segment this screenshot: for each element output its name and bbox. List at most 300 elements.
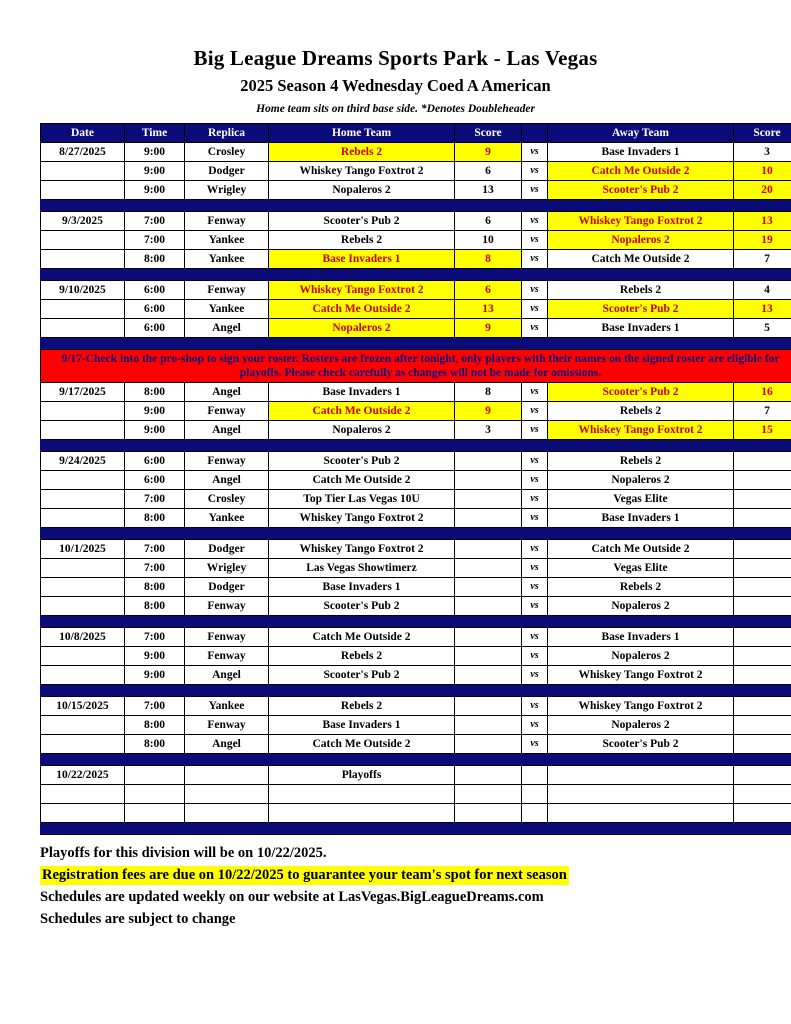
cell-home: Scooter's Pub 2 (269, 452, 455, 471)
cell-score: 13 (455, 181, 522, 200)
cell-home: Base Invaders 1 (269, 578, 455, 597)
cell-home: Base Invaders 1 (269, 716, 455, 735)
cell-date (41, 597, 125, 616)
cell-home: Rebels 2 (269, 697, 455, 716)
table-row (41, 452, 791, 471)
cell-date (41, 162, 125, 181)
cell-score: 8 (455, 250, 522, 269)
table-row (41, 250, 791, 269)
cell-score2 (734, 471, 791, 490)
cell-score2: 13 (734, 212, 791, 231)
cell-time: 6:00 (125, 452, 185, 471)
cell-vs: vs (522, 143, 548, 162)
cell-vs: vs (522, 300, 548, 319)
cell-score (455, 559, 522, 578)
cell-date (41, 647, 125, 666)
cell-date: 9/24/2025 (41, 452, 125, 471)
cell-date (41, 421, 125, 440)
cell-date: 10/22/2025 (41, 766, 125, 785)
empty-cell (548, 804, 734, 823)
empty-cell (522, 785, 548, 804)
cell-time: 9:00 (125, 421, 185, 440)
cell-time: 9:00 (125, 402, 185, 421)
cell-replica: Fenway (185, 597, 269, 616)
column-header-home-team: Home Team (269, 124, 455, 143)
section-divider (41, 616, 791, 628)
cell-score2: 20 (734, 181, 791, 200)
cell-time: 7:00 (125, 212, 185, 231)
cell-replica: Fenway (185, 647, 269, 666)
section-divider-cell (41, 200, 791, 212)
cell-replica: Dodger (185, 162, 269, 181)
table-row (41, 212, 791, 231)
cell-time: 8:00 (125, 597, 185, 616)
cell-score2 (734, 647, 791, 666)
cell-replica: Angel (185, 471, 269, 490)
cell-vs: vs (522, 281, 548, 300)
cell-score (455, 735, 522, 754)
footer-registration-line: Registration fees are due on 10/22/2025 to guarantee your team's spot for next season (42, 867, 567, 883)
cell-time: 8:00 (125, 716, 185, 735)
cell-replica: Angel (185, 319, 269, 338)
cell-date (41, 716, 125, 735)
cell-away: Base Invaders 1 (548, 628, 734, 647)
table-row (41, 181, 791, 200)
cell-score2 (734, 666, 791, 685)
table-body (41, 143, 791, 835)
empty-cell (734, 785, 791, 804)
cell-replica: Yankee (185, 231, 269, 250)
cell-score (455, 597, 522, 616)
cell-time: 8:00 (125, 383, 185, 402)
cell-time: 6:00 (125, 300, 185, 319)
table-row (41, 766, 791, 785)
cell-away: Whiskey Tango Foxtrot 2 (548, 421, 734, 440)
cell-time: 7:00 (125, 697, 185, 716)
table-row (41, 490, 791, 509)
cell-date: 9/3/2025 (41, 212, 125, 231)
section-divider-cell (41, 685, 791, 697)
cell-away: Base Invaders 1 (548, 143, 734, 162)
cell-time: 8:00 (125, 250, 185, 269)
cell-replica: Angel (185, 666, 269, 685)
table-row (41, 804, 791, 823)
cell-vs: vs (522, 666, 548, 685)
cell-replica: Fenway (185, 628, 269, 647)
cell-score: 9 (455, 143, 522, 162)
cell-time: 9:00 (125, 143, 185, 162)
cell-away: Catch Me Outside 2 (548, 250, 734, 269)
cell-home: Las Vegas Showtimerz (269, 559, 455, 578)
cell-score (455, 697, 522, 716)
cell-time: 6:00 (125, 471, 185, 490)
roster-notice-text: 9/17-Check into the pro-shop to sign your roster. Rosters are frozen after tonight, only players with their names on the signed roster are eligible for playoffs. Please check carefully as changes will not be made for omissions. (41, 350, 791, 383)
cell-time: 9:00 (125, 647, 185, 666)
cell-vs: vs (522, 250, 548, 269)
column-header-replica: Replica (185, 124, 269, 143)
section-divider (41, 685, 791, 697)
cell-away: Scooter's Pub 2 (548, 181, 734, 200)
cell-score (455, 647, 522, 666)
footer-notes (40, 844, 751, 929)
cell-away: Whiskey Tango Foxtrot 2 (548, 697, 734, 716)
cell-score: 3 (455, 421, 522, 440)
section-divider-cell (41, 528, 791, 540)
cell-score2 (734, 578, 791, 597)
cell-vs: vs (522, 597, 548, 616)
cell-vs: vs (522, 471, 548, 490)
cell-home: Catch Me Outside 2 (269, 628, 455, 647)
cell-home: Catch Me Outside 2 (269, 402, 455, 421)
section-divider-cell (41, 338, 791, 350)
cell-vs: vs (522, 716, 548, 735)
cell-replica: Dodger (185, 540, 269, 559)
cell-home: Base Invaders 1 (269, 383, 455, 402)
section-divider (41, 823, 791, 835)
cell-date (41, 490, 125, 509)
column-header-date: Date (41, 124, 125, 143)
cell-away: Whiskey Tango Foxtrot 2 (548, 212, 734, 231)
cell-vs (522, 766, 548, 785)
cell-score2 (734, 559, 791, 578)
cell-vs: vs (522, 181, 548, 200)
section-divider-cell (41, 823, 791, 835)
cell-score: 6 (455, 162, 522, 181)
empty-cell (455, 804, 522, 823)
cell-vs: vs (522, 559, 548, 578)
table-row (41, 666, 791, 685)
cell-time: 6:00 (125, 319, 185, 338)
cell-vs: vs (522, 647, 548, 666)
page-subtitle: 2025 Season 4 Wednesday Coed A American (240, 76, 551, 95)
table-header (41, 124, 791, 143)
cell-score2: 5 (734, 319, 791, 338)
table-row (41, 540, 791, 559)
cell-score (455, 766, 522, 785)
cell-home: Playoffs (269, 766, 455, 785)
empty-cell (41, 785, 125, 804)
cell-score2: 15 (734, 421, 791, 440)
empty-cell (548, 785, 734, 804)
cell-date (41, 402, 125, 421)
cell-away: Scooter's Pub 2 (548, 300, 734, 319)
cell-score: 9 (455, 402, 522, 421)
table-row (41, 597, 791, 616)
cell-replica: Fenway (185, 212, 269, 231)
footer-website-line: Schedules are updated weekly on our website at LasVegas.BigLeagueDreams.com (40, 889, 544, 905)
cell-score2: 19 (734, 231, 791, 250)
cell-score2 (734, 509, 791, 528)
cell-vs: vs (522, 578, 548, 597)
cell-home: Whiskey Tango Foxtrot 2 (269, 281, 455, 300)
empty-cell (125, 804, 185, 823)
cell-vs: vs (522, 162, 548, 181)
cell-home: Nopaleros 2 (269, 181, 455, 200)
cell-score: 6 (455, 212, 522, 231)
cell-score2 (734, 452, 791, 471)
section-divider (41, 754, 791, 766)
cell-away: Base Invaders 1 (548, 319, 734, 338)
cell-away: Nopaleros 2 (548, 647, 734, 666)
cell-score2: 4 (734, 281, 791, 300)
empty-cell (125, 785, 185, 804)
table-row (41, 471, 791, 490)
roster-notice-row (41, 350, 791, 383)
cell-time: 8:00 (125, 509, 185, 528)
cell-vs: vs (522, 231, 548, 250)
cell-date (41, 231, 125, 250)
empty-cell (185, 785, 269, 804)
cell-replica: Yankee (185, 250, 269, 269)
empty-cell (734, 804, 791, 823)
cell-home: Nopaleros 2 (269, 319, 455, 338)
table-row (41, 319, 791, 338)
cell-score2 (734, 628, 791, 647)
cell-date: 10/15/2025 (41, 697, 125, 716)
cell-date: 8/27/2025 (41, 143, 125, 162)
cell-vs: vs (522, 628, 548, 647)
cell-vs: vs (522, 490, 548, 509)
cell-score: 6 (455, 281, 522, 300)
section-divider (41, 200, 791, 212)
cell-replica: Yankee (185, 509, 269, 528)
cell-away: Nopaleros 2 (548, 231, 734, 250)
cell-date (41, 250, 125, 269)
cell-away: Catch Me Outside 2 (548, 540, 734, 559)
table-row (41, 785, 791, 804)
cell-vs: vs (522, 697, 548, 716)
cell-replica: Fenway (185, 281, 269, 300)
cell-away: Rebels 2 (548, 578, 734, 597)
cell-score2: 13 (734, 300, 791, 319)
table-row (41, 231, 791, 250)
cell-time: 8:00 (125, 578, 185, 597)
cell-date (41, 509, 125, 528)
cell-replica: Crosley (185, 143, 269, 162)
cell-date (41, 559, 125, 578)
cell-away: Nopaleros 2 (548, 716, 734, 735)
cell-replica: Fenway (185, 452, 269, 471)
cell-score2 (734, 540, 791, 559)
cell-score2 (734, 697, 791, 716)
empty-cell (41, 804, 125, 823)
empty-cell (269, 804, 455, 823)
cell-score2 (734, 716, 791, 735)
cell-home: Catch Me Outside 2 (269, 471, 455, 490)
cell-date: 9/17/2025 (41, 383, 125, 402)
cell-replica: Wrigley (185, 559, 269, 578)
cell-score (455, 509, 522, 528)
section-divider (41, 528, 791, 540)
cell-score2: 3 (734, 143, 791, 162)
table-row (41, 162, 791, 181)
cell-home: Rebels 2 (269, 647, 455, 666)
cell-replica: Fenway (185, 402, 269, 421)
cell-score (455, 490, 522, 509)
cell-home: Rebels 2 (269, 143, 455, 162)
cell-away: Nopaleros 2 (548, 597, 734, 616)
table-row (41, 735, 791, 754)
table-row (41, 628, 791, 647)
table-row (41, 647, 791, 666)
footer-subject-to-change-line: Schedules are subject to change (40, 911, 236, 927)
cell-home: Nopaleros 2 (269, 421, 455, 440)
empty-cell (269, 785, 455, 804)
table-row (41, 143, 791, 162)
cell-replica: Angel (185, 735, 269, 754)
section-divider (41, 269, 791, 281)
cell-away: Base Invaders 1 (548, 509, 734, 528)
cell-score (455, 628, 522, 647)
cell-away: Scooter's Pub 2 (548, 735, 734, 754)
cell-home: Rebels 2 (269, 231, 455, 250)
table-row (41, 559, 791, 578)
cell-home: Catch Me Outside 2 (269, 300, 455, 319)
cell-replica: Fenway (185, 716, 269, 735)
empty-cell (455, 785, 522, 804)
cell-home: Scooter's Pub 2 (269, 597, 455, 616)
cell-vs: vs (522, 319, 548, 338)
cell-time: 7:00 (125, 628, 185, 647)
cell-score (455, 716, 522, 735)
cell-replica: Wrigley (185, 181, 269, 200)
cell-score: 9 (455, 319, 522, 338)
cell-date (41, 471, 125, 490)
cell-date (41, 578, 125, 597)
cell-score2 (734, 490, 791, 509)
column-header-time: Time (125, 124, 185, 143)
cell-time: 7:00 (125, 231, 185, 250)
cell-away: Whiskey Tango Foxtrot 2 (548, 666, 734, 685)
table-row (41, 281, 791, 300)
cell-home: Base Invaders 1 (269, 250, 455, 269)
cell-date (41, 666, 125, 685)
cell-score: 13 (455, 300, 522, 319)
cell-home: Catch Me Outside 2 (269, 735, 455, 754)
table-row (41, 509, 791, 528)
cell-away: Scooter's Pub 2 (548, 383, 734, 402)
section-divider-cell (41, 754, 791, 766)
cell-away: Vegas Elite (548, 559, 734, 578)
cell-date (41, 181, 125, 200)
cell-time: 9:00 (125, 666, 185, 685)
cell-score2: 10 (734, 162, 791, 181)
cell-time: 6:00 (125, 281, 185, 300)
cell-vs: vs (522, 421, 548, 440)
cell-time: 9:00 (125, 162, 185, 181)
column-header-score: Score (455, 124, 522, 143)
table-row (41, 578, 791, 597)
section-divider-cell (41, 440, 791, 452)
section-divider-cell (41, 269, 791, 281)
cell-score: 8 (455, 383, 522, 402)
page-note: Home team sits on third base side. *Denotes Doubleheader (256, 103, 535, 115)
empty-cell (185, 804, 269, 823)
table-row (41, 421, 791, 440)
section-divider-cell (41, 616, 791, 628)
cell-score (455, 578, 522, 597)
schedule-table (40, 123, 791, 835)
cell-vs: vs (522, 212, 548, 231)
cell-score2 (734, 597, 791, 616)
cell-score: 10 (455, 231, 522, 250)
cell-vs: vs (522, 735, 548, 754)
cell-score (455, 452, 522, 471)
table-row (41, 383, 791, 402)
cell-away: Rebels 2 (548, 281, 734, 300)
cell-score (455, 666, 522, 685)
cell-time: 7:00 (125, 559, 185, 578)
cell-vs: vs (522, 540, 548, 559)
cell-away: Rebels 2 (548, 402, 734, 421)
cell-replica: Yankee (185, 697, 269, 716)
cell-away: Catch Me Outside 2 (548, 162, 734, 181)
column-header-score2: Score (734, 124, 791, 143)
cell-replica: Dodger (185, 578, 269, 597)
cell-date: 9/10/2025 (41, 281, 125, 300)
cell-score2: 7 (734, 402, 791, 421)
cell-home: Scooter's Pub 2 (269, 212, 455, 231)
section-divider (41, 440, 791, 452)
cell-away: Vegas Elite (548, 490, 734, 509)
cell-replica (185, 766, 269, 785)
cell-time (125, 766, 185, 785)
section-divider (41, 338, 791, 350)
column-header-away-team: Away Team (548, 124, 734, 143)
cell-home: Whiskey Tango Foxtrot 2 (269, 540, 455, 559)
cell-vs: vs (522, 383, 548, 402)
cell-score2 (734, 735, 791, 754)
page-title: Big League Dreams Sports Park - Las Vegas (193, 46, 598, 70)
cell-vs: vs (522, 452, 548, 471)
cell-score2: 7 (734, 250, 791, 269)
cell-replica: Yankee (185, 300, 269, 319)
cell-time: 8:00 (125, 735, 185, 754)
cell-vs: vs (522, 402, 548, 421)
table-row (41, 402, 791, 421)
cell-date (41, 319, 125, 338)
cell-away: Rebels 2 (548, 452, 734, 471)
table-row (41, 300, 791, 319)
cell-home: Scooter's Pub 2 (269, 666, 455, 685)
table-row (41, 716, 791, 735)
cell-score (455, 540, 522, 559)
cell-date (41, 735, 125, 754)
cell-time: 7:00 (125, 540, 185, 559)
empty-cell (522, 804, 548, 823)
footer-playoffs-line: Playoffs for this division will be on 10/22/2025. (40, 845, 327, 861)
cell-vs: vs (522, 509, 548, 528)
table-row (41, 697, 791, 716)
cell-away (548, 766, 734, 785)
cell-date: 10/1/2025 (41, 540, 125, 559)
cell-score (455, 471, 522, 490)
cell-away: Nopaleros 2 (548, 471, 734, 490)
cell-score2 (734, 766, 791, 785)
cell-home: Whiskey Tango Foxtrot 2 (269, 162, 455, 181)
cell-home: Top Tier Las Vegas 10U (269, 490, 455, 509)
cell-replica: Crosley (185, 490, 269, 509)
cell-score2: 16 (734, 383, 791, 402)
cell-replica: Angel (185, 383, 269, 402)
column-header-vs (522, 124, 548, 143)
cell-time: 7:00 (125, 490, 185, 509)
cell-replica: Angel (185, 421, 269, 440)
cell-date: 10/8/2025 (41, 628, 125, 647)
cell-date (41, 300, 125, 319)
cell-home: Whiskey Tango Foxtrot 2 (269, 509, 455, 528)
cell-time: 9:00 (125, 181, 185, 200)
